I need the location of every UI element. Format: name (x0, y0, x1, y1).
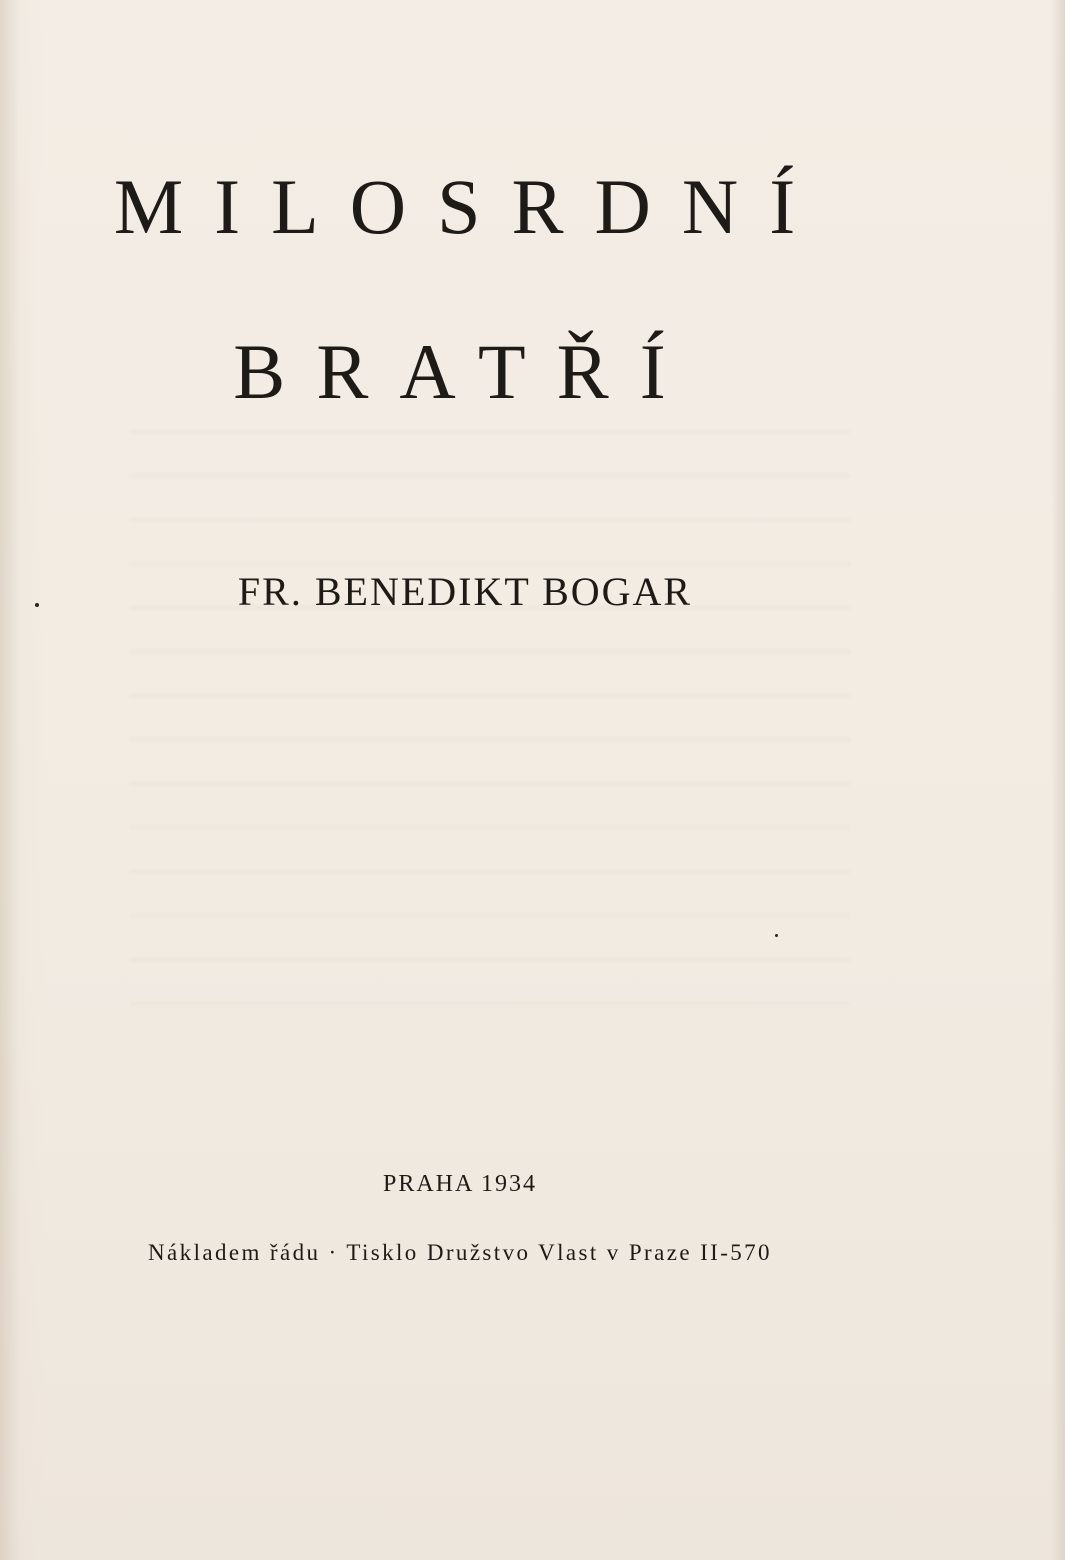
publisher-imprint: Nákladem řádu · Tisklo Družstvo Vlast v Praze II-570 (148, 1240, 772, 1265)
book-title-line-1: MILOSRDNÍ (113, 163, 827, 250)
place-and-year: PRAHA 1934 (382, 1171, 538, 1197)
show-through-text (130, 390, 850, 1040)
page-edge-shadow (1051, 0, 1065, 1560)
ink-speck (35, 603, 39, 607)
ink-speck (775, 934, 778, 937)
author-name: FR. BENEDIKT BOGAR (237, 569, 693, 614)
book-title-line-2: BRATŘÍ (233, 328, 697, 415)
